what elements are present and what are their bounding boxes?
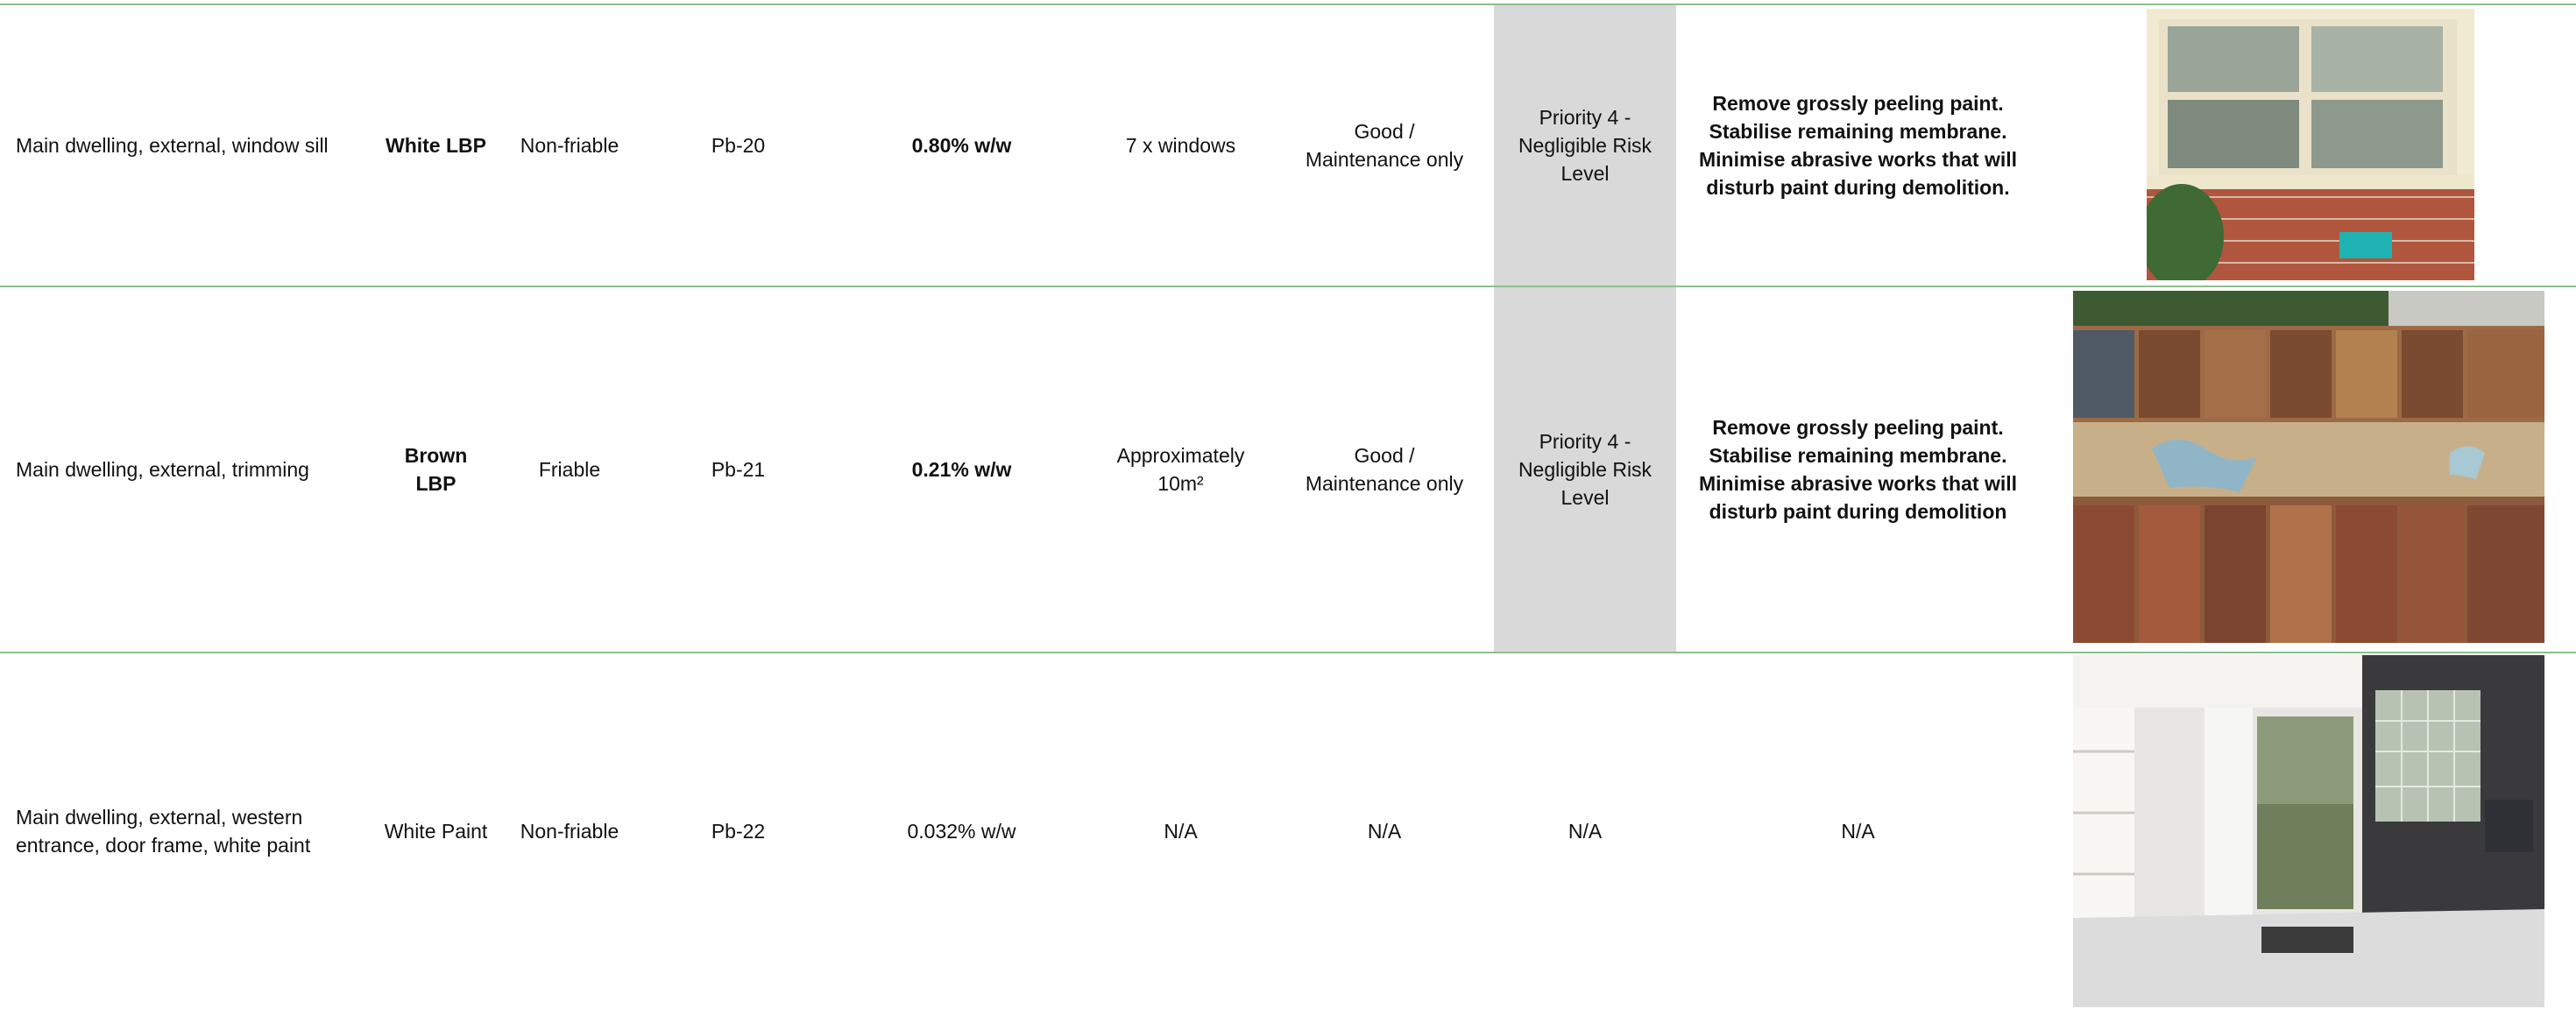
sample-id-cell: Pb-20 <box>711 134 766 157</box>
friability-cell: Non-friable <box>520 820 619 843</box>
colour-cell: White LBP <box>386 134 486 157</box>
result-cell: 0.21% w/w <box>911 458 1012 481</box>
quantity-cell: 7 x windows <box>1125 134 1236 157</box>
location-cell: Main dwelling, external, trimming <box>16 458 309 481</box>
recommendation-cell: Remove grossly peeling paint. Stabilise remaining membrane. Minimise abrasive works that will disturb paint during demolition. <box>1698 92 2017 199</box>
result-cell: 0.032% w/w <box>907 820 1016 843</box>
door-frame-photo <box>2073 655 2544 1007</box>
table-row <box>0 287 2576 652</box>
quantity-cell: Approximately 10m² <box>1116 444 1245 495</box>
window-sill-photo <box>2147 9 2474 280</box>
recommendation-cell: Remove grossly peeling paint. Stabilise remaining membrane. Minimise abrasive works that will disturb paint during demolition <box>1698 416 2017 523</box>
location-cell: Main dwelling, external, window sill <box>16 134 329 157</box>
condition-cell: Good / Maintenance only <box>1305 444 1464 495</box>
sample-id-cell: Pb-21 <box>711 458 766 481</box>
quantity-cell: N/A <box>1164 820 1198 843</box>
colour-cell: White Paint <box>384 820 488 843</box>
condition-cell: Good / Maintenance only <box>1305 120 1464 171</box>
risk-cell: Priority 4 - Negligible Risk Level <box>1494 5 1676 286</box>
table-row <box>0 653 2576 1009</box>
location-cell: Main dwelling, external, western entrance, door frame, white paint <box>16 806 311 857</box>
recommendation-cell: N/A <box>1841 820 1875 843</box>
brick-trimming-photo <box>2073 291 2544 643</box>
colour-cell: Brown LBP <box>404 444 468 495</box>
result-cell: 0.80% w/w <box>911 134 1012 157</box>
friability-cell: Friable <box>538 458 601 481</box>
sample-id-cell: Pb-22 <box>711 820 766 843</box>
risk-cell: Priority 4 - Negligible Risk Level <box>1494 287 1676 652</box>
condition-cell: N/A <box>1367 820 1402 843</box>
friability-cell: Non-friable <box>520 134 619 157</box>
table-row <box>0 5 2576 286</box>
risk-cell: N/A <box>1568 820 1603 843</box>
